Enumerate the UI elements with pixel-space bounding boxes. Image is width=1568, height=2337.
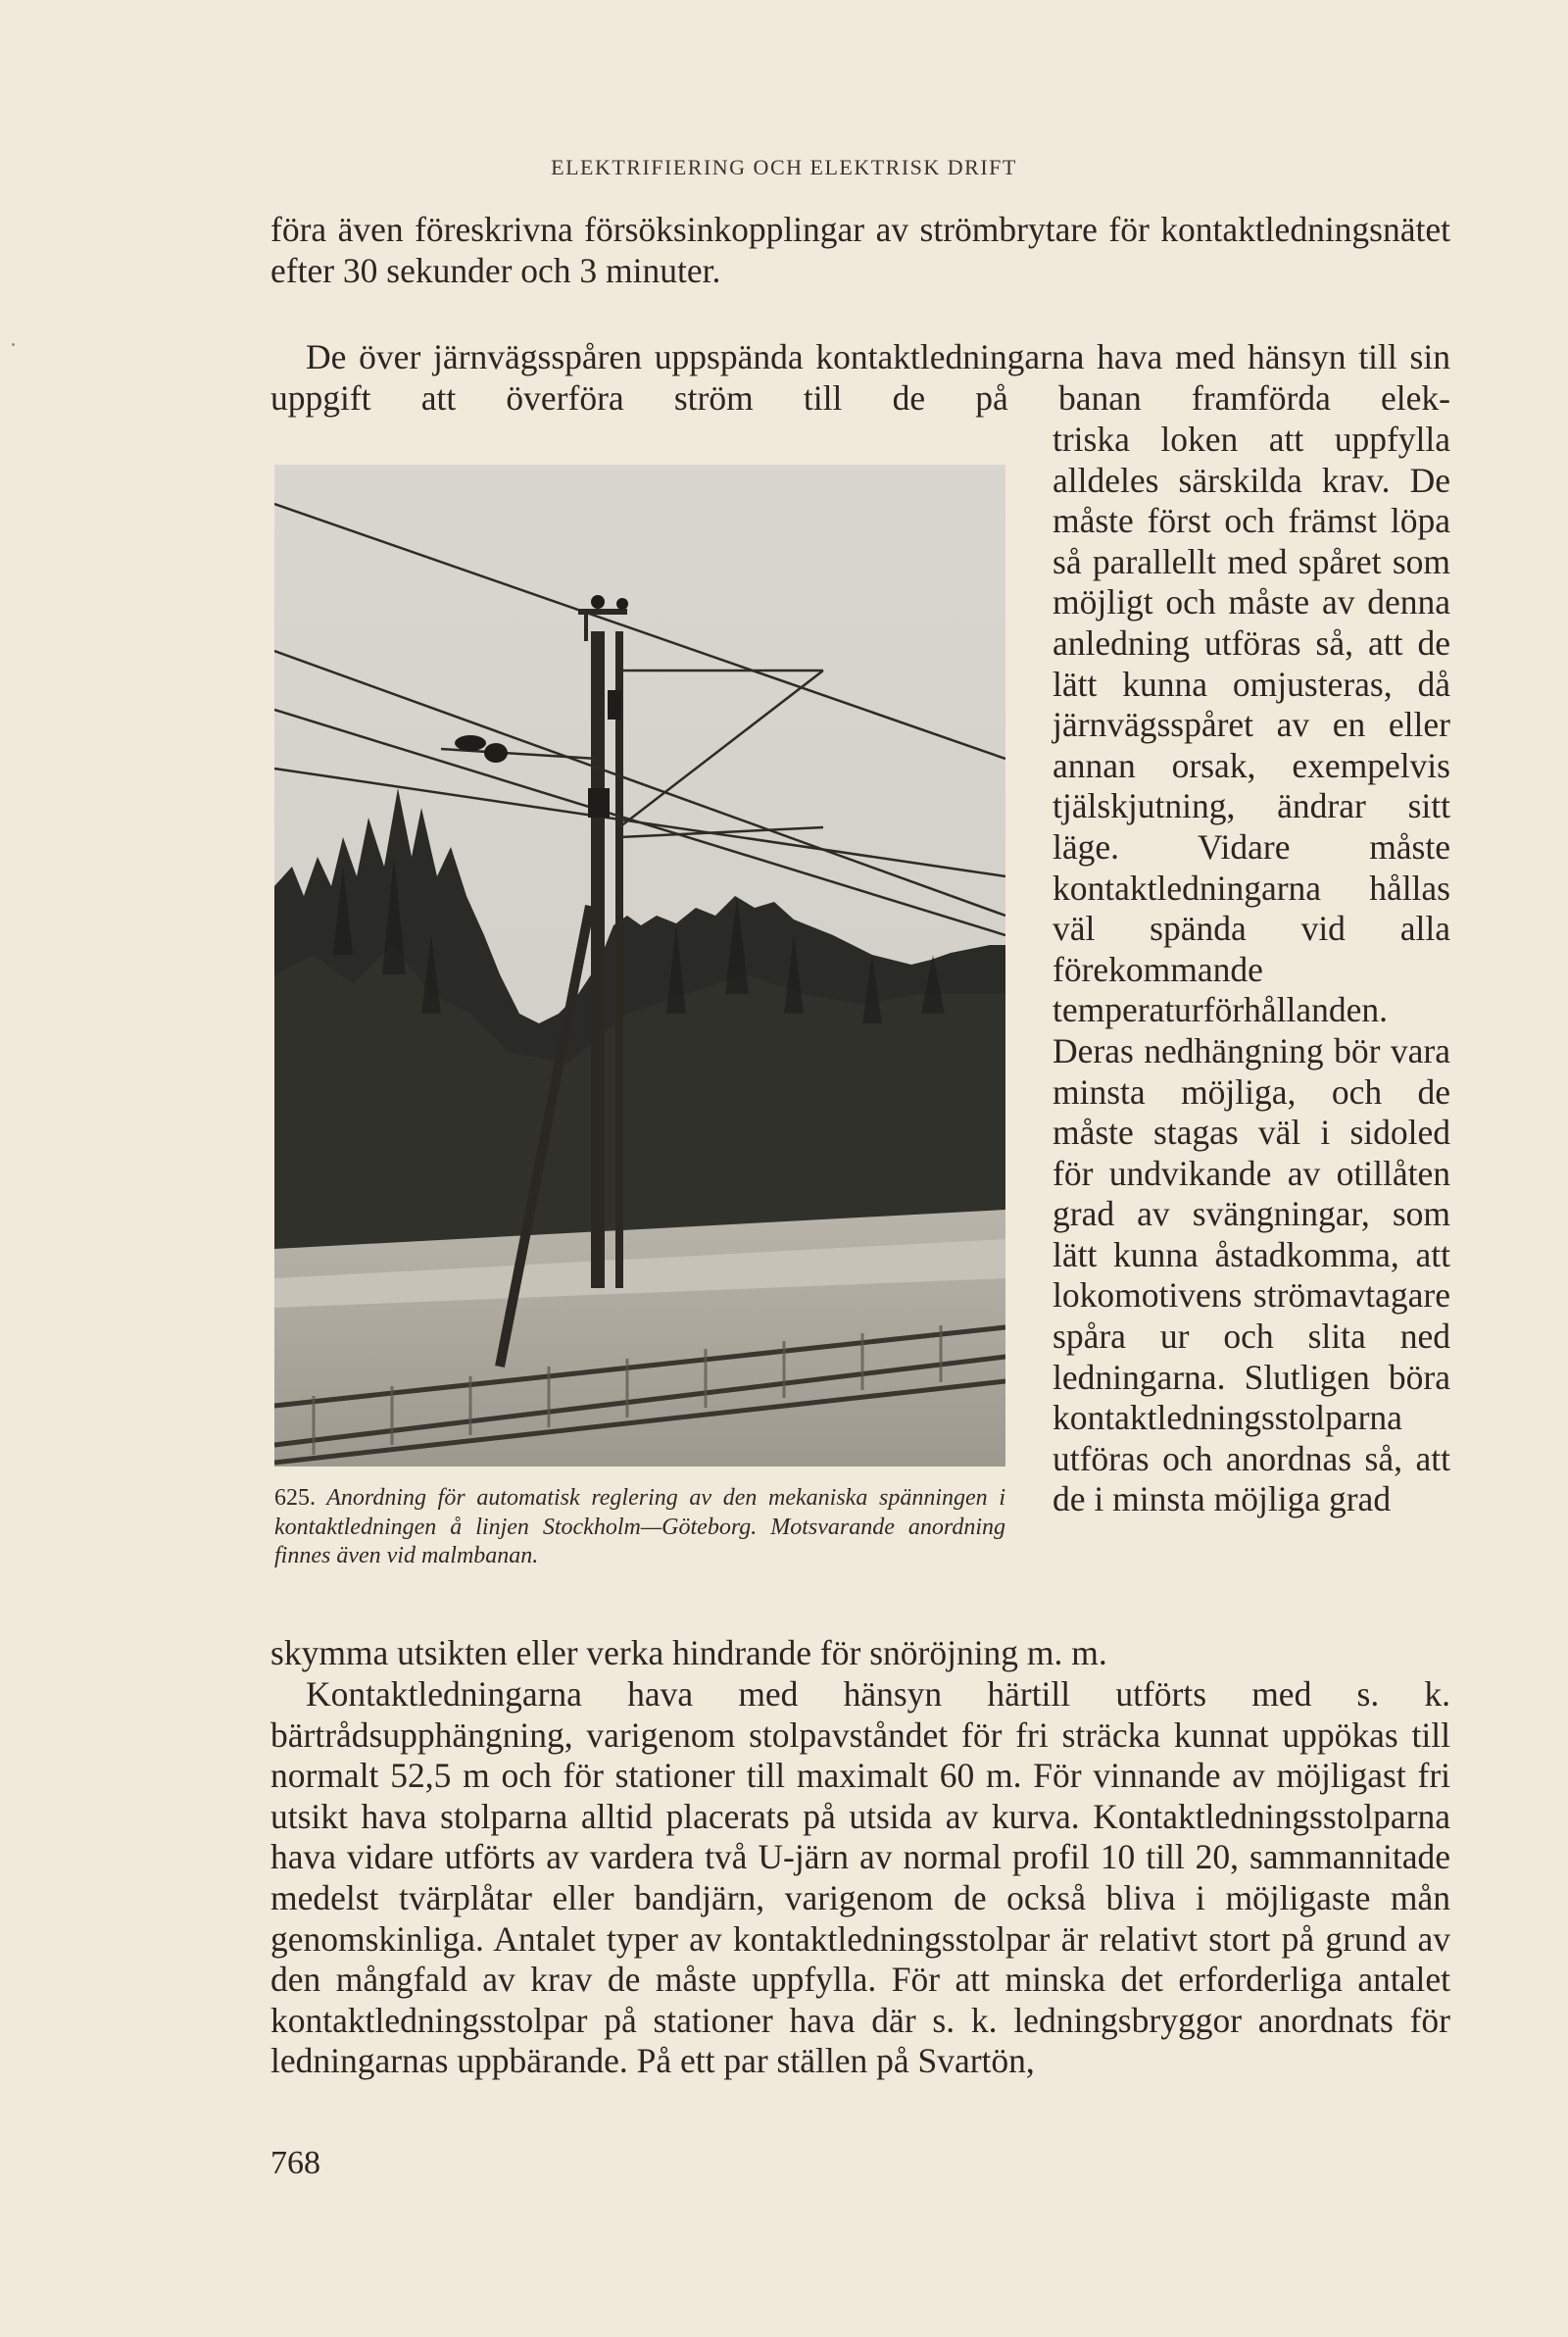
paragraph-2-end-text: skymma utsikten eller verka hindrande för snöröjning m. m. [270, 1633, 1107, 1672]
figure-photo [274, 465, 1005, 1467]
page-number: 768 [270, 2145, 320, 2181]
paragraph-1-text: föra även föreskrivna försöksinkopplingar av strömbrytare för kontaktledningsnätet efter 30 sekunder och 3 minuter. [270, 210, 1450, 290]
paragraph-2-intro [270, 337, 1450, 419]
catenary-mast-photo [274, 465, 1005, 1467]
figure-number: 625. [274, 1485, 316, 1511]
paragraph-2-column-text: triska loken att uppfylla alldeles särskilda krav. De måste först och främst löpa så parallellt med spåret som möjligt och måste av denna anledning utföras så, att de lätt kunna omjusteras, då järnvägsspåret av en eller annan orsak, exempelvis tjälskjutning, ändrar sitt läge. Vidare måste kontaktledningarna hållas väl spända vid alla förekommande temperaturförhållanden. Deras nedhängning bör vara minsta möjliga, och de måste stagas väl i sidoled för undvikande av otillåten grad av svängningar, som lätt kunna åstadkomma, att lokomotivens strömavtagare spåra ur och slita ned ledningarna. Slutligen böra kontaktledningsstolparna utföras och anordnas så, att de i minsta möjliga grad [1053, 420, 1450, 1519]
paragraph-2-intro-text: De över järnvägsspåren uppspända kontaktledningarna hava med hänsyn till sin uppgift att överföra ström till de på banan framförda elek- [270, 337, 1450, 418]
figure-caption-text: Anordning för automatisk reglering av den mekaniska spänningen i kontaktledningen å linjen Stockholm—Göteborg. Motsvarande anordning finnes även vid malmbanan. [274, 1485, 1005, 1568]
speck [12, 343, 15, 346]
paragraph-3-text: Kontaktledningarna hava med hänsyn härtill utförts med s. k. bärtrådsupphängning, varigenom stolpavståndet för fri sträcka kunnat uppökas till normalt 52,5 m och för stationer till maximalt 60 m. För vinnande av möjligast fri utsikt hava stolparna alltid placerats på utsida av kurva. Kontaktledningsstolparna hava vidare utförts av vardera två U-järn av normal profil 10 till 20, sammannitade medelst tvärplåtar eller bandjärn, varigenom de också bliva i möjligaste mån genomskinliga. Antalet typer av kontaktledningsstolpar är relativt stort på grund av den mångfald av krav de måste uppfylla. För att minska det erforderliga antalet kontaktledningsstolpar på stationer hava där s. k. ledningsbryggor anordnats för ledningarnas uppbärande. På ett par ställen på Svartön, [270, 1674, 1450, 2081]
paragraph-2-column [1053, 420, 1450, 1520]
paragraph-1 [270, 210, 1450, 291]
paragraph-2-end [270, 1633, 1450, 1674]
paragraph-3 [270, 1674, 1450, 2082]
figure-caption [274, 1484, 1005, 1571]
running-head: ELEKTRIFIERING OCH ELEKTRISK DRIFT [551, 155, 1017, 179]
